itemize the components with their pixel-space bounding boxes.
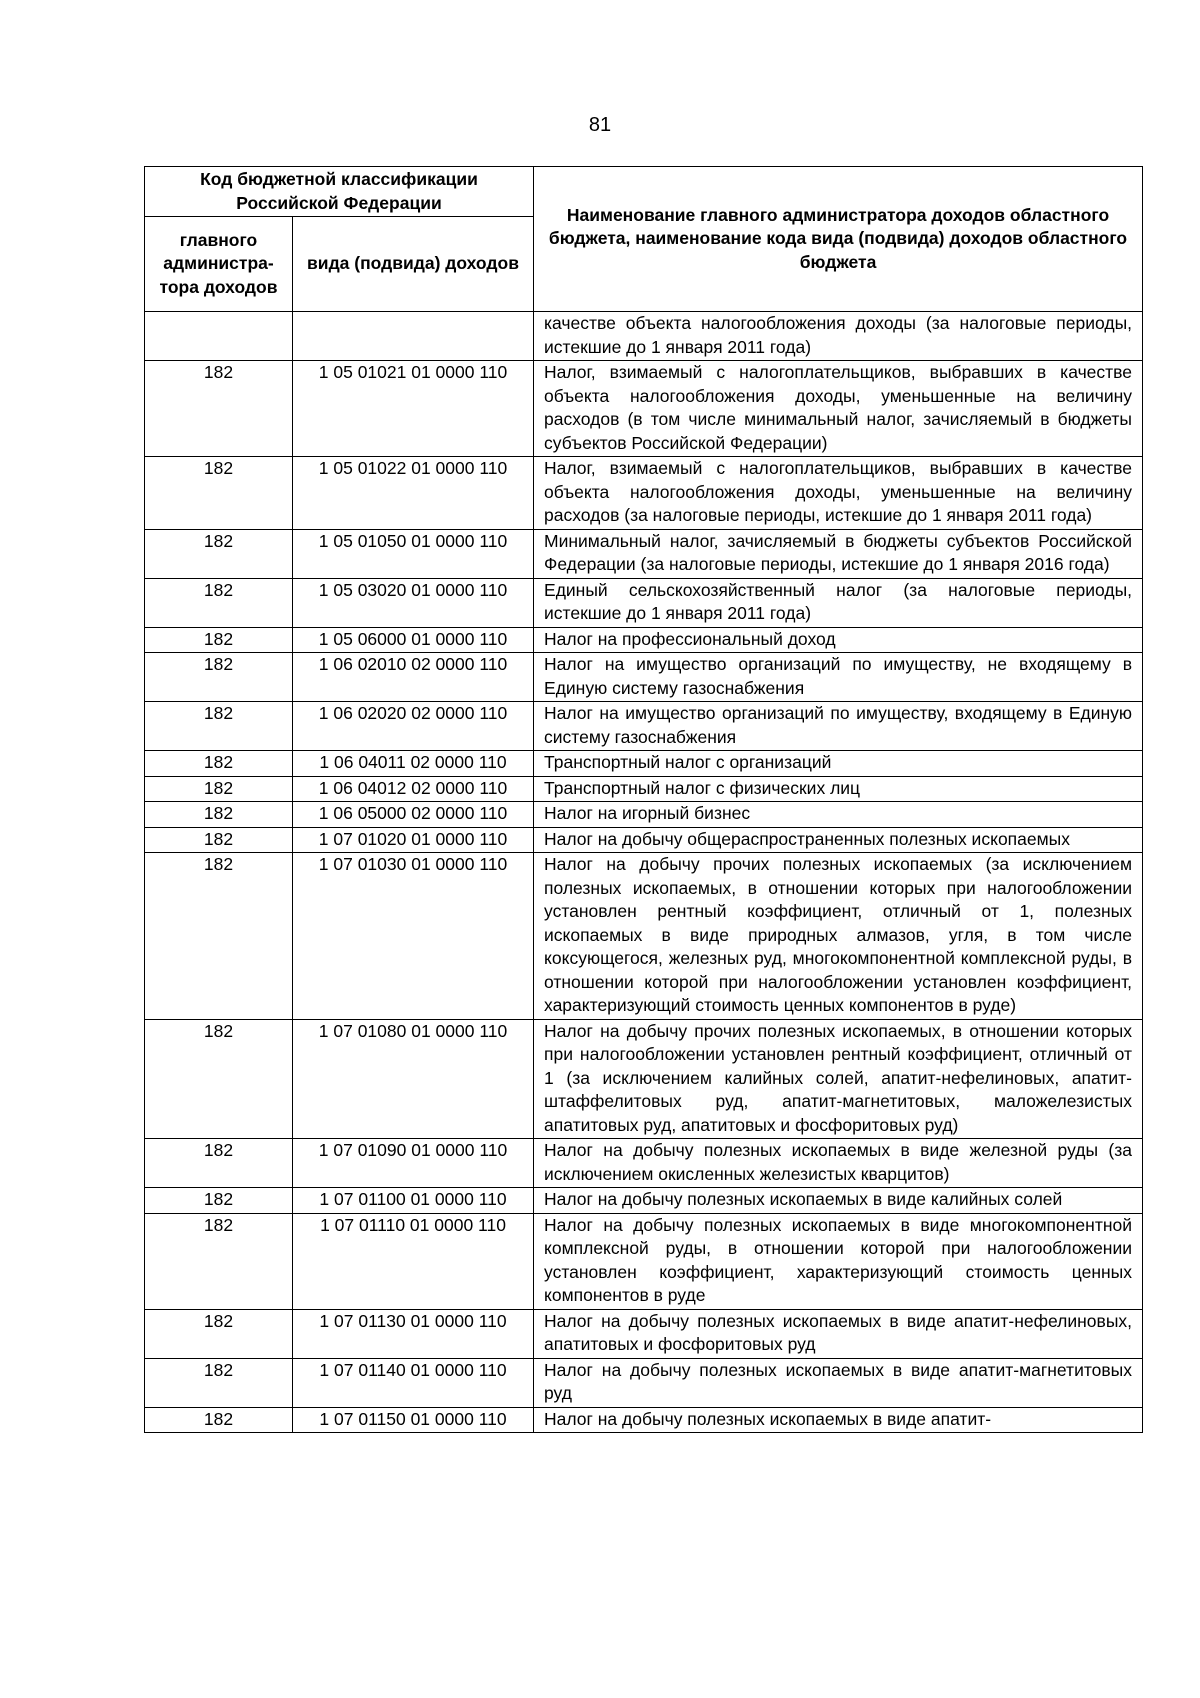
admin-code-cell: 182 — [145, 1407, 293, 1433]
table-row — [145, 578, 1143, 627]
income-code-cell: 1 07 01100 01 0000 110 — [293, 1188, 534, 1214]
income-name-cell: Минимальный налог, зачисляемый в бюджеты субъектов Российской Федерации (за налоговые периоды, истекшие до 1 января 2016 года) — [534, 529, 1143, 578]
admin-code-cell: 182 — [145, 827, 293, 853]
admin-code-cell: 182 — [145, 751, 293, 777]
income-code-cell: 1 06 04011 02 0000 110 — [293, 751, 534, 777]
income-name-cell: Налог на добычу полезных ископаемых в виде многокомпонентной комплексной руды, в отношении которой при налогообложении установлен коэффициент, характеризующий стоимость ценных компонентов в руде — [534, 1213, 1143, 1309]
table-row — [145, 702, 1143, 751]
table-row — [145, 1407, 1143, 1433]
table-row — [145, 1188, 1143, 1214]
header-name-column: Наименование главного администратора доходов областного бюджета, наименование кода вида (подвида) доходов областного бюджета — [534, 167, 1143, 312]
income-code-cell: 1 07 01110 01 0000 110 — [293, 1213, 534, 1309]
income-name-cell: Налог на профессиональный доход — [534, 627, 1143, 653]
income-name-cell: Налог на добычу прочих полезных ископаемых, в отношении которых при налогообложении установлен рентный коэффициент, отличный от 1 (за исключением калийных солей, апатит-нефелиновых, апатит-штаффелитовых руд, апатит-магнетитовых, маложелезистых апатитовых руд, апатитовых и фосфоритовых руд) — [534, 1019, 1143, 1139]
income-code-cell: 1 05 01021 01 0000 110 — [293, 361, 534, 457]
admin-code-cell: 182 — [145, 1139, 293, 1188]
admin-code-cell: 182 — [145, 1213, 293, 1309]
income-code-cell: 1 07 01140 01 0000 110 — [293, 1358, 534, 1407]
income-code-cell: 1 07 01090 01 0000 110 — [293, 1139, 534, 1188]
income-code-cell: 1 05 06000 01 0000 110 — [293, 627, 534, 653]
admin-code-cell: 182 — [145, 361, 293, 457]
income-name-cell: Транспортный налог с физических лиц — [534, 776, 1143, 802]
income-code-cell: 1 07 01150 01 0000 110 — [293, 1407, 534, 1433]
income-code-cell: 1 06 04012 02 0000 110 — [293, 776, 534, 802]
header-budget-code-group: Код бюджетной классификации Российской Федерации — [145, 167, 534, 217]
admin-code-cell: 182 — [145, 653, 293, 702]
table-row — [145, 312, 1143, 361]
income-name-cell: качестве объекта налогообложения доходы (за налоговые периоды, истекшие до 1 января 2011 года) — [534, 312, 1143, 361]
income-name-cell: Налог на добычу полезных ископаемых в виде апатит- — [534, 1407, 1143, 1433]
admin-code-cell: 182 — [145, 853, 293, 1020]
table-row — [145, 627, 1143, 653]
table-row — [145, 653, 1143, 702]
income-name-cell: Налог на добычу полезных ископаемых в виде апатит-нефелиновых, апатитовых и фосфоритовых руд — [534, 1309, 1143, 1358]
table-row — [145, 361, 1143, 457]
admin-code-cell: 182 — [145, 702, 293, 751]
income-code-cell: 1 07 01020 01 0000 110 — [293, 827, 534, 853]
budget-classification-table — [144, 166, 1143, 1433]
admin-code-cell: 182 — [145, 1188, 293, 1214]
income-code-cell: 1 05 01022 01 0000 110 — [293, 457, 534, 530]
table-row — [145, 776, 1143, 802]
admin-code-cell: 182 — [145, 776, 293, 802]
income-code-cell: 1 05 03020 01 0000 110 — [293, 578, 534, 627]
admin-code-cell: 182 — [145, 578, 293, 627]
table-row — [145, 751, 1143, 777]
table-row — [145, 802, 1143, 828]
admin-code-cell: 182 — [145, 1019, 293, 1139]
table-row — [145, 1213, 1143, 1309]
income-name-cell: Налог, взимаемый с налогоплательщиков, выбравших в качестве объекта налогообложения доходы, уменьшенные на величину расходов (в том числе минимальный налог, зачисляемый в бюджеты субъектов Российской Федерации) — [534, 361, 1143, 457]
table-row — [145, 1358, 1143, 1407]
income-name-cell: Транспортный налог с организаций — [534, 751, 1143, 777]
table-row — [145, 1139, 1143, 1188]
header-code-column: вида (подвида) доходов — [293, 217, 534, 312]
income-code-cell: 1 06 05000 02 0000 110 — [293, 802, 534, 828]
income-code-cell — [293, 312, 534, 361]
header-admin-column: главного администра-тора доходов — [145, 217, 293, 312]
income-code-cell: 1 07 01130 01 0000 110 — [293, 1309, 534, 1358]
table-row — [145, 827, 1143, 853]
income-code-cell: 1 07 01080 01 0000 110 — [293, 1019, 534, 1139]
income-name-cell: Налог на добычу прочих полезных ископаемых (за исключением полезных ископаемых, в отношении которых при налогообложении установлен рентный коэффициент, отличный от 1, полезных ископаемых в виде природных алмазов, угля, в том числе коксующегося, железных руд, многокомпонентной комплексной руды, в отношении которой при налогообложении установлен коэффициент, характеризующий стоимость ценных компонентов в руде) — [534, 853, 1143, 1020]
admin-code-cell: 182 — [145, 627, 293, 653]
income-name-cell: Налог, взимаемый с налогоплательщиков, выбравших в качестве объекта налогообложения доходы, уменьшенные на величину расходов (за налоговые периоды, истекшие до 1 января 2011 года) — [534, 457, 1143, 530]
table-row — [145, 1019, 1143, 1139]
admin-code-cell: 182 — [145, 1309, 293, 1358]
table-body — [145, 312, 1143, 1433]
admin-code-cell: 182 — [145, 529, 293, 578]
table-row — [145, 457, 1143, 530]
income-name-cell: Налог на имущество организаций по имуществу, входящему в Единую систему газоснабжения — [534, 702, 1143, 751]
income-name-cell: Налог на игорный бизнес — [534, 802, 1143, 828]
income-code-cell: 1 06 02020 02 0000 110 — [293, 702, 534, 751]
income-name-cell: Налог на добычу общераспространенных полезных ископаемых — [534, 827, 1143, 853]
income-name-cell: Налог на добычу полезных ископаемых в виде апатит-магнетитовых руд — [534, 1358, 1143, 1407]
table-row — [145, 853, 1143, 1020]
table-header — [145, 167, 1143, 312]
income-code-cell: 1 07 01030 01 0000 110 — [293, 853, 534, 1020]
income-name-cell: Налог на имущество организаций по имуществу, не входящему в Единую систему газоснабжения — [534, 653, 1143, 702]
admin-code-cell: 182 — [145, 1358, 293, 1407]
income-code-cell: 1 06 02010 02 0000 110 — [293, 653, 534, 702]
income-name-cell: Налог на добычу полезных ископаемых в виде калийных солей — [534, 1188, 1143, 1214]
page-number: 81 — [588, 114, 612, 136]
admin-code-cell: 182 — [145, 457, 293, 530]
income-code-cell: 1 05 01050 01 0000 110 — [293, 529, 534, 578]
table-row — [145, 1309, 1143, 1358]
admin-code-cell — [145, 312, 293, 361]
table-row — [145, 529, 1143, 578]
income-name-cell: Налог на добычу полезных ископаемых в виде железной руды (за исключением окисленных железистых кварцитов) — [534, 1139, 1143, 1188]
admin-code-cell: 182 — [145, 802, 293, 828]
income-name-cell: Единый сельскохозяйственный налог (за налоговые периоды, истекшие до 1 января 2011 года) — [534, 578, 1143, 627]
